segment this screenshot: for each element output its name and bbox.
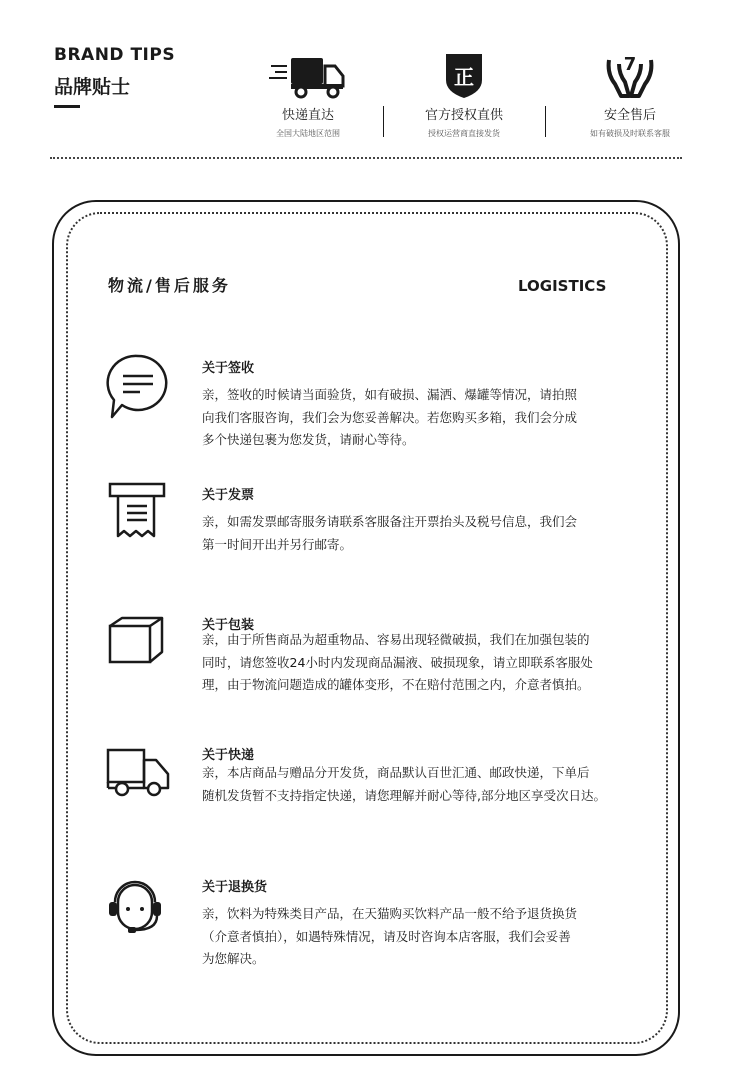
feature-title: 安全售后 [603, 108, 656, 123]
truck-icon [238, 48, 378, 100]
brand-underline [54, 105, 80, 108]
brand-title-cn: 品牌贴士 [54, 76, 131, 98]
feature-divider [545, 106, 546, 137]
item-title: 关于包装 [202, 618, 255, 633]
feature-fast-delivery [238, 48, 378, 139]
item-text: 亲，饮料为特殊类目产品，在天猫购买饮料产品一般不给予退货换货 （介意者慎拍），如遇特殊情况，请及时咨询本店客服，我们会妥善 为您解决。 [202, 906, 578, 966]
item-title: 关于退换货 [202, 880, 268, 895]
section-title: 物流/售后服务 [108, 276, 231, 295]
feature-subtitle: 授权运营商直接发货 [428, 129, 500, 138]
svg-text:7: 7 [623, 54, 637, 75]
invoice-icon [98, 480, 178, 560]
feature-title: 快递直达 [281, 108, 334, 123]
section-title-en: LOGISTICS [518, 277, 607, 295]
feature-subtitle: 全国大陆地区范围 [276, 129, 340, 138]
item-text: 亲，签收的时候请当面验货，如有破损、漏洒、爆罐等情况，请拍照 向我们客服咨询，我们会为您妥善解决。若您购买多箱，我们会分成 多个快递包裹为您发货，请耐心等待。 [202, 387, 578, 447]
feature-authentic [394, 48, 534, 139]
item-text: 亲，由于所售商品为超重物品、容易出现轻微破损，我们在加强包装的 同时，请您签收24小时内发现商品漏液、破损现象，请立即联系客服处 理，由于物流问题造成的罐体变形，不在赔付范围之内，介意者慎拍。 [202, 632, 593, 692]
authentic-badge-icon [394, 48, 534, 100]
header-divider [50, 157, 682, 159]
hands-7-icon [560, 48, 700, 100]
delivery-truck-icon [98, 742, 178, 822]
brand-title-en: BRAND TIPS [54, 45, 176, 65]
feature-after-sales [560, 48, 700, 139]
box-icon [98, 612, 178, 692]
item-title: 关于快递 [202, 748, 255, 763]
item-title: 关于发票 [202, 488, 255, 503]
item-text: 亲，如需发票邮寄服务请联系客服备注开票抬头及税号信息，我们会 第一时间开出并另行邮寄。 [202, 514, 578, 552]
item-text: 亲，本店商品与赠品分开发货，商品默认百世汇通、邮政快递，下单后 随机发货暂不支持指定快递，请您理解并耐心等待,部分地区享受次日达。 [202, 765, 606, 803]
headset-icon [98, 874, 178, 954]
feature-divider [383, 106, 384, 137]
feature-subtitle: 如有破损及时联系客服 [590, 129, 670, 138]
item-title: 关于签收 [202, 361, 255, 376]
svg-text:正: 正 [454, 65, 474, 89]
feature-title: 官方授权直供 [424, 108, 503, 123]
chat-bubble-icon [98, 350, 178, 430]
